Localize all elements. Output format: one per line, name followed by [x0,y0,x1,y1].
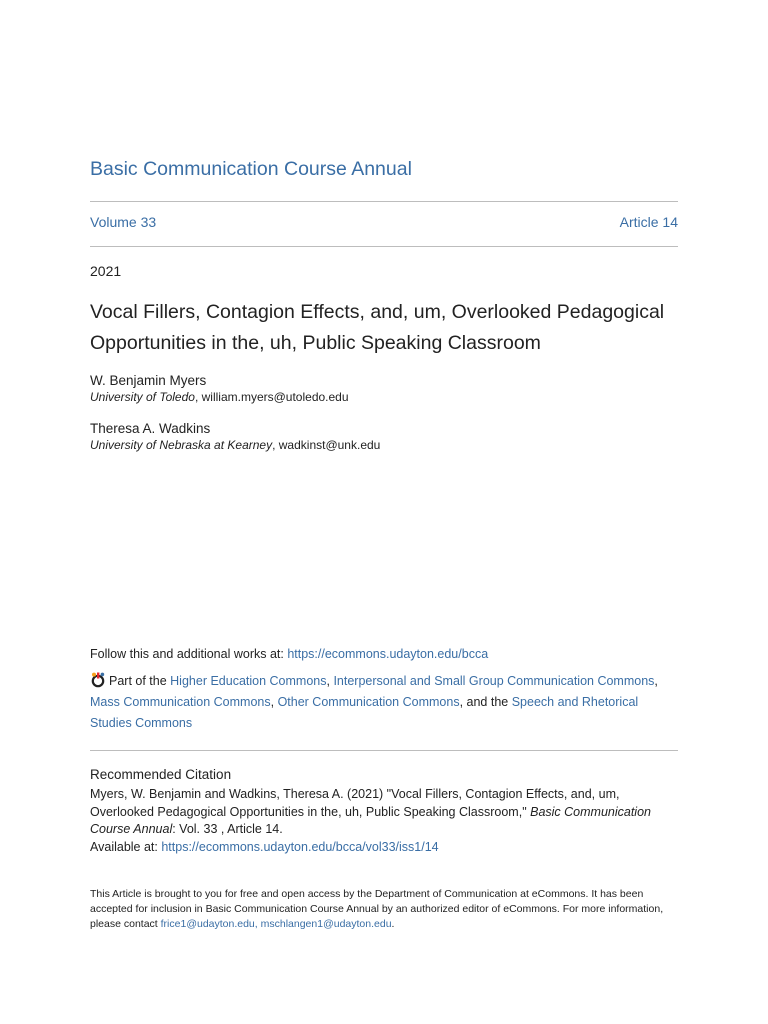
other-communication-commons-link[interactable]: Other Communication Commons [277,695,460,709]
available-prefix: Available at: [90,839,162,854]
higher-education-commons-link[interactable]: Higher Education Commons [170,674,327,688]
author-affiliation [90,438,678,452]
volume-link[interactable]: Volume 33 [90,214,157,230]
author-name: Theresa A. Wadkins [90,421,211,436]
citation-divider [90,750,678,751]
article-title: Vocal Fillers, Contagion Effects, and, um, Overlooked Pedagogical Opportunities in the, uh, Public Speaking Classroom [90,301,665,354]
author-block-1 [90,373,678,404]
separator: , and the [459,695,512,709]
speech-rhetorical-commons-link[interactable]: Speech and Rhetorical Studies Commons [90,695,639,730]
commons-network-icon [90,672,106,688]
mass-communication-commons-link[interactable]: Mass Communication Commons [90,695,271,709]
article-number-link[interactable]: Article 14 [619,214,678,230]
part-of-prefix: Part of the [109,674,171,688]
separator: , [654,674,658,688]
footer-end: . [391,917,395,930]
citation-journal: Basic Communication Course Annual [90,804,651,836]
author-email: , william.myers@utoledo.edu [194,390,349,404]
follow-prefix: Follow this and additional works at: [90,647,288,661]
journal-title[interactable] [90,158,678,181]
author-affiliation [90,390,678,404]
citation-text [90,786,678,856]
citation-body: Myers, W. Benjamin and Wadkins, Theresa A. (2021) "Vocal Fillers, Contagion Effects, and, um, Overlooked Pedagogical Opportunities in the, uh, Public Speaking Classroom," [90,787,620,819]
issue-divider [90,246,678,247]
recommended-citation-heading: Recommended Citation [90,767,232,782]
author-block-2 [90,421,678,452]
issue-row [90,214,678,230]
collection-link[interactable]: https://ecommons.udayton.edu/bcca [287,647,489,661]
follow-line [90,647,678,661]
footer-text: This Article is brought to you for free and open access by the Department of Communication at eCommons. It has been accepted for inclusion in Basic Communication Course Annual by an authorized editor of eCommons. For more information, please contact [90,888,664,930]
author-name: W. Benjamin Myers [90,373,207,388]
affiliation-name: University of Toledo [90,390,195,404]
separator: , [270,695,278,709]
author-email: , wadkinst@unk.edu [272,438,381,452]
article-url-link[interactable]: https://ecommons.udayton.edu/bcca/vol33/iss1/14 [161,839,439,854]
part-of-commons [90,671,678,734]
separator: , [326,674,334,688]
publication-year: 2021 [90,263,122,279]
interpersonal-commons-link[interactable]: Interpersonal and Small Group Communication Commons [333,674,655,688]
contact-emails-link[interactable]: frice1@udayton.edu, mschlangen1@udayton.edu [160,917,392,930]
journal-title-link[interactable]: Basic Communication Course Annual [90,158,412,180]
footer-notice [90,887,678,931]
affiliation-name: University of Nebraska at Kearney [90,438,273,452]
citation-volume: : Vol. 33 , Article 14. [172,822,283,836]
top-divider [90,201,678,202]
